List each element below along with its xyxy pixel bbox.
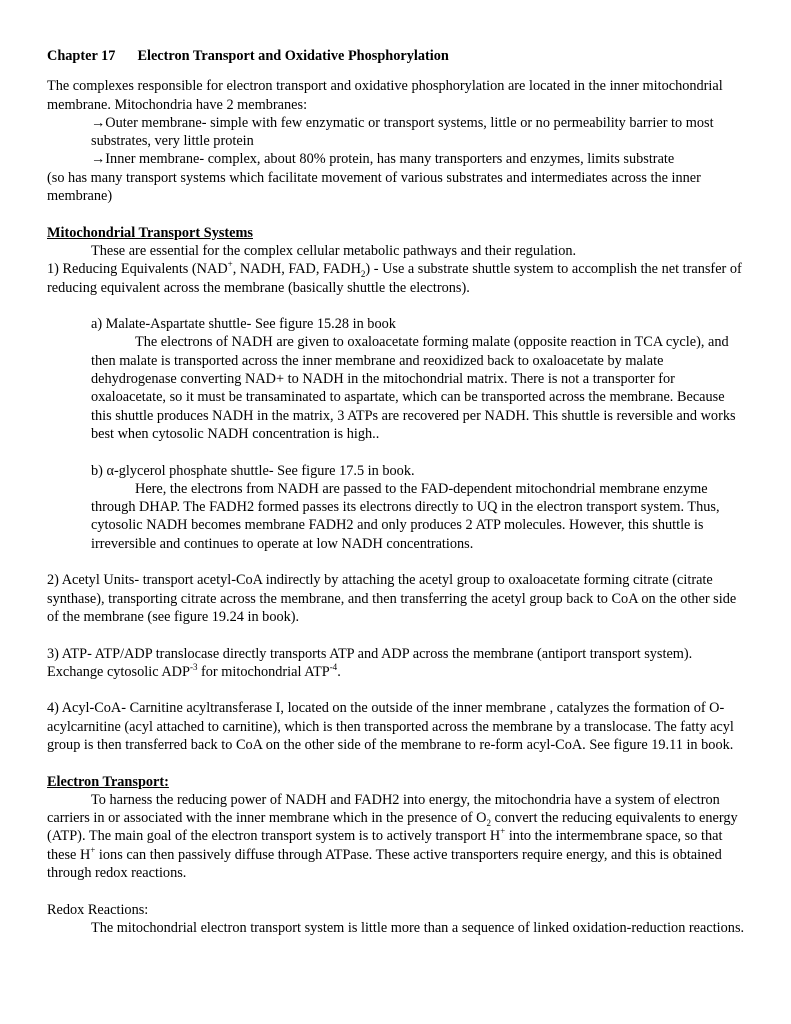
chapter-number: Chapter 17 — [47, 48, 116, 64]
chapter-title — [47, 47, 747, 65]
outer-membrane-text: Outer membrane- simple with few enzymatic or transport systems, little or no permeability barrier to most substrates, very little protein — [91, 114, 714, 150]
outer-membrane-item — [47, 114, 747, 151]
section-heading-transport: Mitochondrial Transport Systems — [47, 224, 253, 241]
shuttle-b-body: Here, the electrons from NADH are passed to the FAD-dependent mitochondrial membrane enzyme through DHAP. The FADH2 formed passes its electrons directly to UQ in the electron transport system. Thus, cytosolic NADH becomes membrane FADH2 and only produces 2 ATP molecules. However, this shuttle is irreversible and continues to operate at low NADH concentrations. — [91, 480, 720, 552]
inner-membrane-continuation: (so has many transport systems which facilitate movement of various substrates and intermediates across the inner membrane) — [47, 169, 701, 205]
item-atp: 3) ATP- ATP/ADP translocase directly transports ATP and ADP across the membrane (antiport transport system). Exchange cytosolic $ADP^{-3}$ for mitochondrial $ATP^{-4}$. — [47, 645, 693, 680]
item-reducing-equivalents: 1) Reducing Equivalents (NAD+, NADH, FAD, $FADH_2$) - Use a substrate shuttle system to accomplish the net transfer of reducing equivalent across the membrane (basically shuttle the electrons). — [47, 259, 742, 296]
chapter-name: Electron Transport and Oxidative Phosphorylation — [137, 48, 449, 64]
inner-membrane-text: Inner membrane- complex, about 80% protein, has many transporters and enzymes, limits substrate — [105, 151, 675, 168]
shuttle-b-title: b) α-glycerol phosphate shuttle- See figure 17.5 in book. — [91, 462, 415, 479]
shuttle-glycerol-phosphate — [47, 462, 747, 553]
arrow-icon: → — [91, 151, 106, 168]
shuttle-a-body: The electrons of NADH are given to oxaloacetate forming malate (opposite reaction in TCA cycle), and then malate is transported across the inner membrane and reoxidized back to oxaloacetate by malate dehydrogenase converting NAD+ to NADH in the mitochondrial matrix. There is not a transporter for oxaloacetate, so it must be transaminated to aspartate, which can be transported across the membrane. Because this shuttle produces NADH in the matrix, 3 ATPs are recovered per NADH. This shuttle is reversible and works best when cytosolic NADH concentration is high.. — [91, 334, 736, 442]
section-heading-electron-transport: Electron Transport: — [47, 773, 169, 790]
item-acyl-coa: 4) Acyl-CoA- Carnitine acyltransferase I, located on the outside of the inner membrane , catalyzes the formation of O-acylcarnitine (acyl attached to carnitine), which is then transported across the membrane by a translocase. The fatty acyl group is then transferred back to CoA on the other side of the membrane to re-form acyl-CoA. See figure 19.11 in book. — [47, 700, 734, 753]
arrow-icon: → — [91, 114, 106, 131]
document-page — [47, 47, 747, 937]
redox-heading: Redox Reactions: — [47, 901, 149, 918]
item-acetyl-units: 2) Acetyl Units- transport acetyl-CoA indirectly by attaching the acetyl group to oxaloacetate forming citrate (citrate synthase), transporting citrate across the membrane, and then transferring the acetyl group back to CoA on the other side of the membrane (see figure 19.24 in book). — [47, 572, 737, 625]
intro-paragraph: The complexes responsible for electron transport and oxidative phosphorylation are located in the inner mitochondrial membrane. Mitochondria have 2 membranes: — [47, 78, 723, 113]
inner-membrane-item — [47, 150, 747, 168]
electron-transport-paragraph: To harness the reducing power of NADH and FADH2 into energy, the mitochondria have a system of electron carriers in or associated with the inner membrane which in the presence of $O_2$ convert the reducing equivalents to energy (ATP). The main goal of the electron transport system is to actively transport H+ into the intermembrane space, so that these H+ ions can then passively diffuse through ATPase. These active transporters require energy, and this is obtained through redox reactions. — [47, 791, 738, 882]
shuttle-a-title: a) Malate-Aspartate shuttle- See figure 15.28 in book — [91, 316, 396, 333]
shuttle-malate-aspartate — [47, 315, 747, 443]
redox-paragraph: The mitochondrial electron transport system is little more than a sequence of linked oxidation-reduction reactions. — [91, 919, 745, 936]
transport-lead: These are essential for the complex cellular metabolic pathways and their regulation. — [91, 242, 577, 259]
